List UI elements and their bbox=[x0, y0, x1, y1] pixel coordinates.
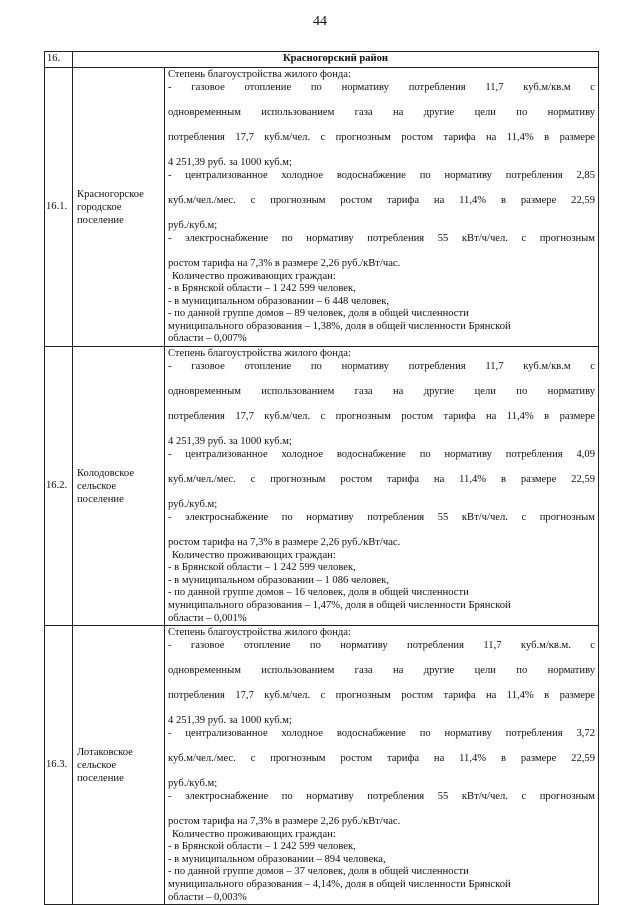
description-line: муниципального образования – 1,47%, доля в общей численности Брянской bbox=[168, 599, 511, 611]
description-line: - газовое отопление по нормативу потребления 11,7 куб.м/кв.м. с bbox=[168, 639, 596, 651]
settlement-name-line: поселение bbox=[77, 493, 124, 505]
description-line: - газовое отопление по нормативу потребления 11,7 куб.м/кв.м с bbox=[168, 360, 596, 372]
description-line: ростом тарифа на 7,3% в размере 2,26 руб./кВт/час. bbox=[168, 536, 401, 548]
description-line: - централизованное холодное водоснабжение по нормативу потребления 3,72 bbox=[168, 727, 596, 739]
description-line: муниципального образования – 1,38%, доля в общей численности Брянской bbox=[168, 320, 511, 332]
description-line: - в муниципальном образовании – 894 человека, bbox=[168, 853, 386, 865]
description-line: руб./куб.м; bbox=[168, 220, 218, 232]
table-row bbox=[45, 626, 599, 905]
description-line: одновременным использованием газа на другие цели по нормативу bbox=[168, 385, 596, 397]
description-line: - централизованное холодное водоснабжение по нормативу потребления 2,85 bbox=[168, 169, 596, 181]
description-line: - электроснабжение по нормативу потребления 55 кВт/ч/чел. с прогнозным bbox=[168, 232, 596, 244]
description-line: Количество проживающих граждан: bbox=[172, 549, 336, 561]
description-line: 4 251,39 руб. за 1000 куб.м; bbox=[168, 715, 292, 727]
row-number: 16.3. bbox=[45, 626, 73, 905]
description-line: Количество проживающих граждан: bbox=[172, 828, 336, 840]
page-number: 44 bbox=[313, 14, 327, 29]
description-line: области – 0,007% bbox=[168, 333, 247, 345]
description-line: - по данной группе домов – 16 человек, доля в общей численности bbox=[168, 587, 469, 599]
description-line: ростом тарифа на 7,3% в размере 2,26 руб./кВт/час. bbox=[168, 257, 401, 269]
description-line: Количество проживающих граждан: bbox=[172, 270, 336, 282]
description-line: Степень благоустройства жилого фонда: bbox=[168, 348, 351, 360]
description-line: куб.м/чел./мес. с прогнозным ростом тарифа на 11,4% в размере 22,59 bbox=[168, 753, 596, 765]
settlement-description bbox=[165, 626, 599, 905]
description-line: Степень благоустройства жилого фонда: bbox=[168, 69, 351, 80]
settlement-name-line: Красногорское bbox=[77, 188, 144, 200]
description-line: - электроснабжение по нормативу потребления 55 кВт/ч/чел. с прогнозным bbox=[168, 511, 596, 523]
settlement-name-line: Колодовское bbox=[77, 467, 135, 479]
description-line: куб.м/чел./мес. с прогнозным ростом тарифа на 11,4% в размере 22,59 bbox=[168, 474, 596, 485]
settlement-name-line: сельское bbox=[77, 480, 117, 492]
description-line: - в муниципальном образовании – 1 086 человек, bbox=[168, 574, 390, 586]
settlement-name-line: сельское bbox=[77, 759, 117, 771]
settlement-name-line: городское bbox=[77, 201, 122, 213]
description-line: Степень благоустройства жилого фонда: bbox=[168, 627, 351, 639]
settlement-name bbox=[73, 347, 165, 626]
table-body bbox=[45, 52, 599, 905]
description-line: - в муниципальном образовании – 6 448 человек, bbox=[168, 295, 390, 307]
housing-table bbox=[44, 51, 599, 905]
description-line: потребления 17,7 куб.м/чел. с прогнозным ростом тарифа на 11,4% в размере bbox=[168, 131, 596, 143]
description-line: области – 0,001% bbox=[168, 612, 247, 624]
description-line: - электроснабжение по нормативу потребления 55 кВт/ч/чел. с прогнозным bbox=[168, 790, 596, 802]
settlement-name-line: Лотаковское bbox=[77, 746, 133, 758]
description-line: - газовое отопление по нормативу потребления 11,7 куб.м/кв.м с bbox=[168, 81, 596, 93]
description-line: - по данной группе домов – 37 человек, доля в общей численности bbox=[168, 866, 469, 878]
description-line: области – 0,003% bbox=[168, 891, 247, 903]
description-line: - в Брянской области – 1 242 599 человек, bbox=[168, 283, 356, 295]
table-row bbox=[45, 347, 599, 626]
description-line: ростом тарифа на 7,3% в размере 2,26 руб./кВт/час. bbox=[168, 816, 401, 828]
settlement-description bbox=[165, 68, 599, 347]
description-line: 4 251,39 руб. за 1000 куб.м; bbox=[168, 436, 292, 448]
description-line: потребления 17,7 куб.м/чел. с прогнозным ростом тарифа на 11,4% в размере bbox=[168, 690, 596, 702]
description-line: - централизованное холодное водоснабжение по нормативу потребления 4,09 bbox=[168, 448, 596, 460]
row-number: 16.2. bbox=[45, 347, 73, 626]
settlement-description bbox=[165, 347, 599, 626]
description-line: одновременным использованием газа на другие цели по нормативу bbox=[168, 106, 596, 118]
table-row bbox=[45, 68, 599, 347]
description-line: руб./куб.м; bbox=[168, 499, 218, 511]
header-district-title: Красногорский район bbox=[73, 52, 599, 68]
description-line: - по данной группе домов – 89 человек, доля в общей численности bbox=[168, 308, 469, 320]
table-header-row bbox=[45, 52, 599, 68]
description-line: потребления 17,7 куб.м/чел. с прогнозным ростом тарифа на 11,4% в размере bbox=[168, 411, 596, 423]
description-line: муниципального образования – 4,14%, доля в общей численности Брянской bbox=[168, 879, 511, 890]
settlement-name-line: поселение bbox=[77, 772, 124, 784]
description-line: - в Брянской области – 1 242 599 человек, bbox=[168, 841, 356, 853]
settlement-name bbox=[73, 626, 165, 905]
settlement-name bbox=[73, 68, 165, 347]
description-line: одновременным использованием газа на другие цели по нормативу bbox=[168, 664, 596, 676]
settlement-name-line: поселение bbox=[77, 214, 124, 226]
row-number: 16.1. bbox=[45, 68, 73, 347]
description-line: руб./куб.м; bbox=[168, 778, 218, 790]
description-line: куб.м/чел./мес. с прогнозным ростом тарифа на 11,4% в размере 22,59 bbox=[168, 194, 596, 206]
description-line: 4 251,39 руб. за 1000 куб.м; bbox=[168, 157, 292, 169]
header-section-number: 16. bbox=[45, 52, 73, 68]
description-line: - в Брянской области – 1 242 599 человек, bbox=[168, 562, 356, 574]
